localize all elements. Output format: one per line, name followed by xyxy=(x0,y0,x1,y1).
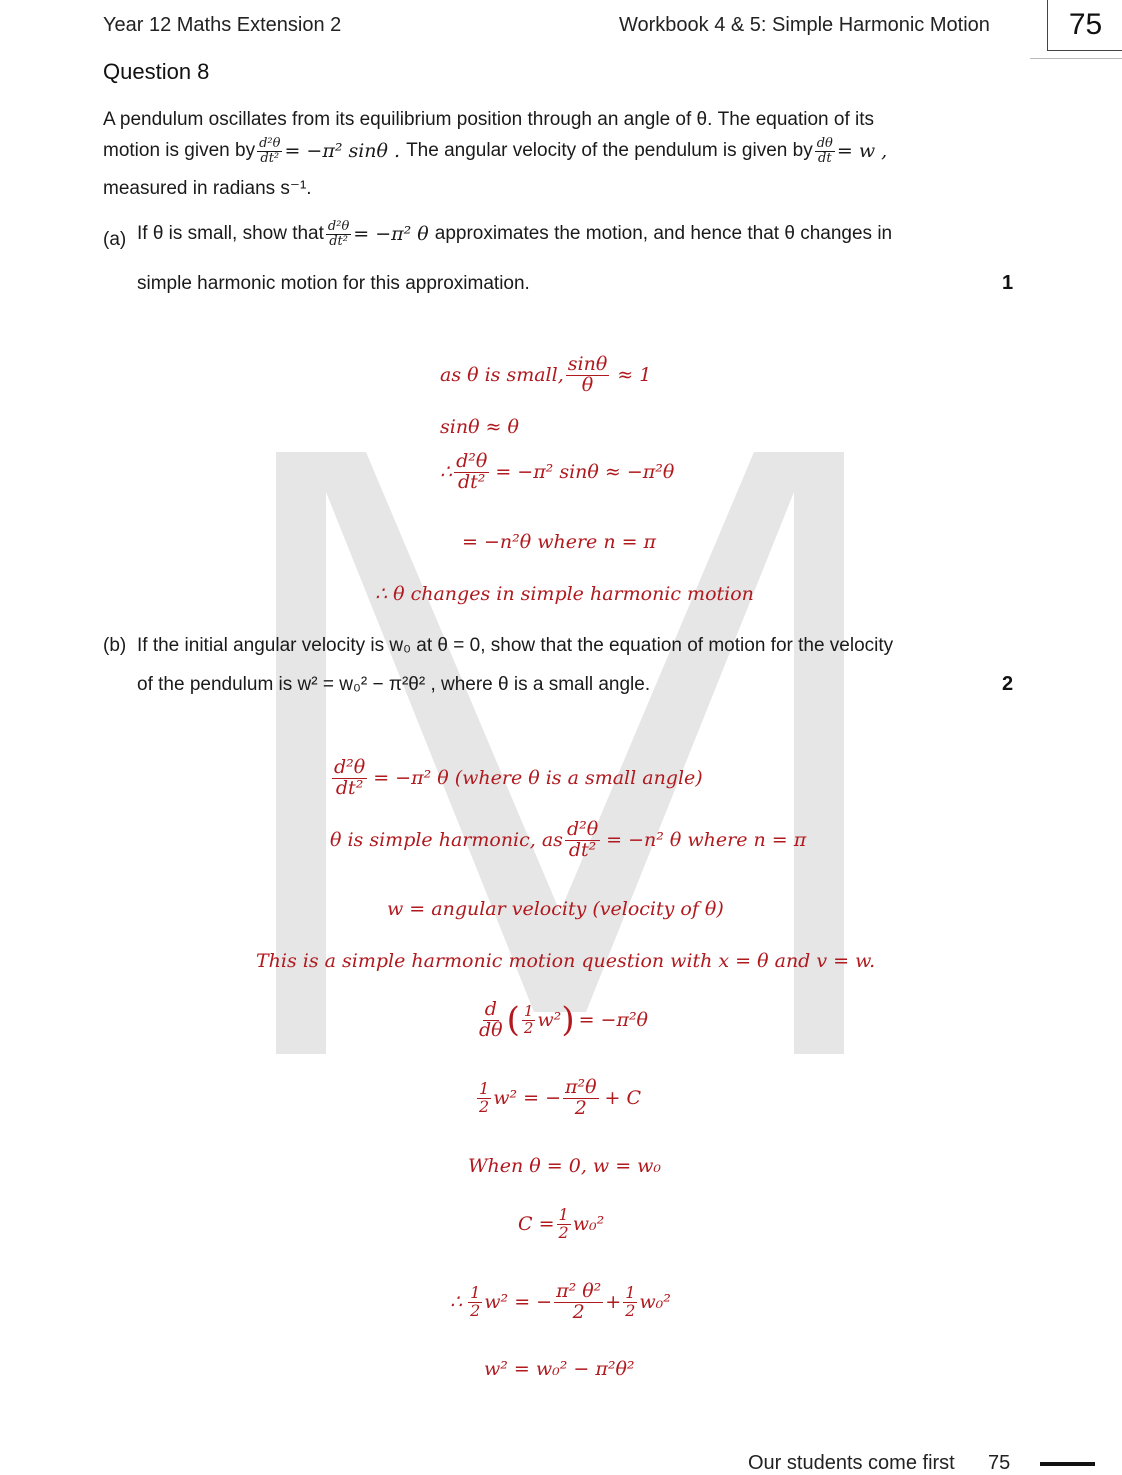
intro-fraction-dtheta-dt xyxy=(815,137,835,165)
footer-page-number: 75 xyxy=(988,1452,1011,1474)
part-b-line1: If the initial angular velocity is w₀ at θ = 0, show that the equation of motion for the velocity xyxy=(137,635,894,656)
solution-fraction xyxy=(565,820,600,861)
fraction-numerator: 1 xyxy=(479,1079,490,1099)
solution-text: w² = − xyxy=(484,1291,553,1314)
solution-a-line3 xyxy=(440,452,674,493)
solution-b-line4: This is a simple harmonic motion question with x = θ and v = w. xyxy=(256,950,876,972)
open-paren: ( xyxy=(506,1000,520,1041)
solution-fraction xyxy=(554,1282,603,1323)
fraction-denominator: θ xyxy=(581,373,594,396)
solution-a-line4: = −n²θ where n = π xyxy=(462,531,657,553)
fraction-numerator: 1 xyxy=(470,1283,481,1303)
solution-b-line5 xyxy=(475,1000,648,1041)
fraction-numerator: d²θ xyxy=(456,450,488,472)
therefore-symbol: ∴ xyxy=(450,1291,463,1314)
part-a-text-a: If θ is small, show that xyxy=(137,222,324,244)
plus-symbol: + xyxy=(605,1291,622,1314)
solution-b-line6 xyxy=(475,1078,641,1119)
solution-text: w₀² xyxy=(639,1291,671,1314)
solution-fraction xyxy=(477,1000,505,1041)
fraction-numerator: π²θ xyxy=(565,1076,597,1098)
solution-text: = −π² sinθ ≈ −π²θ xyxy=(495,461,675,484)
solution-fraction-half xyxy=(477,1081,491,1116)
solution-fraction-half xyxy=(623,1285,637,1320)
question-intro-line3: measured in radians s⁻¹. xyxy=(103,178,312,199)
part-a-marks: 1 xyxy=(1002,272,1014,294)
intro-equation: = −π² sinθ . xyxy=(284,139,401,162)
question-title: Question 8 xyxy=(103,59,210,84)
fraction-numerator: d²θ xyxy=(566,818,599,840)
solution-fraction xyxy=(454,452,489,493)
intro-text-a: motion is given by xyxy=(103,139,256,161)
solution-a-line5: ∴ θ changes in simple harmonic motion xyxy=(375,583,754,605)
solution-fraction-half xyxy=(557,1207,571,1242)
solution-b-line10: w² = w₀² − π²θ² xyxy=(484,1358,635,1380)
fraction-denominator: 2 xyxy=(625,1300,636,1320)
part-b-marks: 2 xyxy=(1002,673,1014,695)
solution-a-line1 xyxy=(440,355,651,396)
solution-fraction-half xyxy=(468,1285,482,1320)
fraction-numerator: d²θ xyxy=(334,756,366,778)
fraction-denominator: 2 xyxy=(523,1018,534,1037)
intro-fraction-d2theta-dt2 xyxy=(257,137,282,165)
intro-text-b: The angular velocity of the pendulum is given by xyxy=(406,139,813,161)
solution-fraction xyxy=(563,1078,599,1119)
fraction-numerator: π² θ² xyxy=(556,1280,602,1302)
fraction-numerator: d²θ xyxy=(259,136,281,151)
solution-text: w² xyxy=(537,1009,562,1032)
part-a-fraction xyxy=(326,220,351,248)
solution-text: ≈ 1 xyxy=(617,364,652,387)
fraction-denominator: dt² xyxy=(335,776,364,799)
solution-fraction xyxy=(332,758,367,799)
fraction-numerator: 1 xyxy=(523,1002,534,1021)
header-divider xyxy=(1030,58,1122,59)
solution-text: = −n² θ where n = π xyxy=(606,829,807,852)
solution-text: θ is simple harmonic, as xyxy=(330,829,563,852)
fraction-numerator: 1 xyxy=(558,1205,569,1224)
solution-text: w₀² xyxy=(572,1213,605,1236)
solution-text: = −π²θ xyxy=(578,1009,649,1032)
fraction-denominator: dθ xyxy=(479,1018,503,1041)
solution-text: + C xyxy=(604,1087,642,1110)
header-page-number: 75 xyxy=(1047,0,1122,51)
fraction-denominator: dt² xyxy=(260,150,280,166)
fraction-denominator: 2 xyxy=(558,1222,569,1242)
part-a-label: (a) xyxy=(103,229,127,250)
footer-bar xyxy=(1040,1462,1095,1466)
fraction-denominator: dt² xyxy=(568,838,597,861)
solution-b-line8 xyxy=(518,1207,604,1242)
fraction-denominator: 2 xyxy=(479,1096,490,1116)
solution-b-line3: w = angular velocity (velocity of θ) xyxy=(387,898,724,920)
solution-fraction xyxy=(566,355,610,396)
solution-b-line1 xyxy=(330,758,703,799)
fraction-denominator: dt xyxy=(818,150,832,166)
fraction-numerator: dθ xyxy=(816,136,833,151)
close-paren: ) xyxy=(561,1000,575,1041)
fraction-denominator: 2 xyxy=(574,1096,587,1119)
fraction-denominator: 2 xyxy=(470,1300,481,1320)
part-a-line2: simple harmonic motion for this approximation. xyxy=(137,273,530,294)
fraction-denominator: dt² xyxy=(329,233,348,249)
header-course-title: Year 12 Maths Extension 2 xyxy=(103,14,342,36)
question-intro-line1: A pendulum oscillates from its equilibrium position through an angle of θ. The equation of its xyxy=(103,109,875,130)
part-a-equation: = −π² θ xyxy=(353,222,429,245)
therefore-symbol: ∴ xyxy=(440,461,453,484)
fraction-numerator: d xyxy=(484,998,497,1020)
footer-tagline: Our students come first xyxy=(748,1452,955,1474)
header-workbook-title: Workbook 4 & 5: Simple Harmonic Motion xyxy=(619,14,990,36)
solution-b-line7: When θ = 0, w = w₀ xyxy=(468,1155,662,1177)
fraction-denominator: 2 xyxy=(572,1300,585,1323)
fraction-numerator: 1 xyxy=(625,1283,636,1303)
part-a-line1 xyxy=(137,220,892,248)
intro-equation-2: = w , xyxy=(836,139,888,162)
question-intro-line2 xyxy=(103,137,887,165)
solution-fraction-half xyxy=(522,1004,536,1037)
solution-a-line2: sinθ ≈ θ xyxy=(440,416,519,438)
solution-text: w² = − xyxy=(493,1087,561,1110)
fraction-numerator: sinθ xyxy=(567,353,608,375)
solution-b-line9 xyxy=(450,1282,671,1323)
part-b-line2: of the pendulum is w² = w₀² − π²θ² , where θ is a small angle. xyxy=(137,674,651,695)
solution-text: as θ is small, xyxy=(440,364,564,387)
fraction-denominator: dt² xyxy=(457,470,486,493)
solution-text: C = xyxy=(518,1213,555,1236)
part-b-label: (b) xyxy=(103,635,127,656)
part-a-text-b: approximates the motion, and hence that θ changes in xyxy=(434,222,893,244)
solution-text: = −π² θ (where θ is a small angle) xyxy=(373,767,703,790)
fraction-numerator: d²θ xyxy=(327,219,350,234)
solution-b-line2 xyxy=(330,820,806,861)
